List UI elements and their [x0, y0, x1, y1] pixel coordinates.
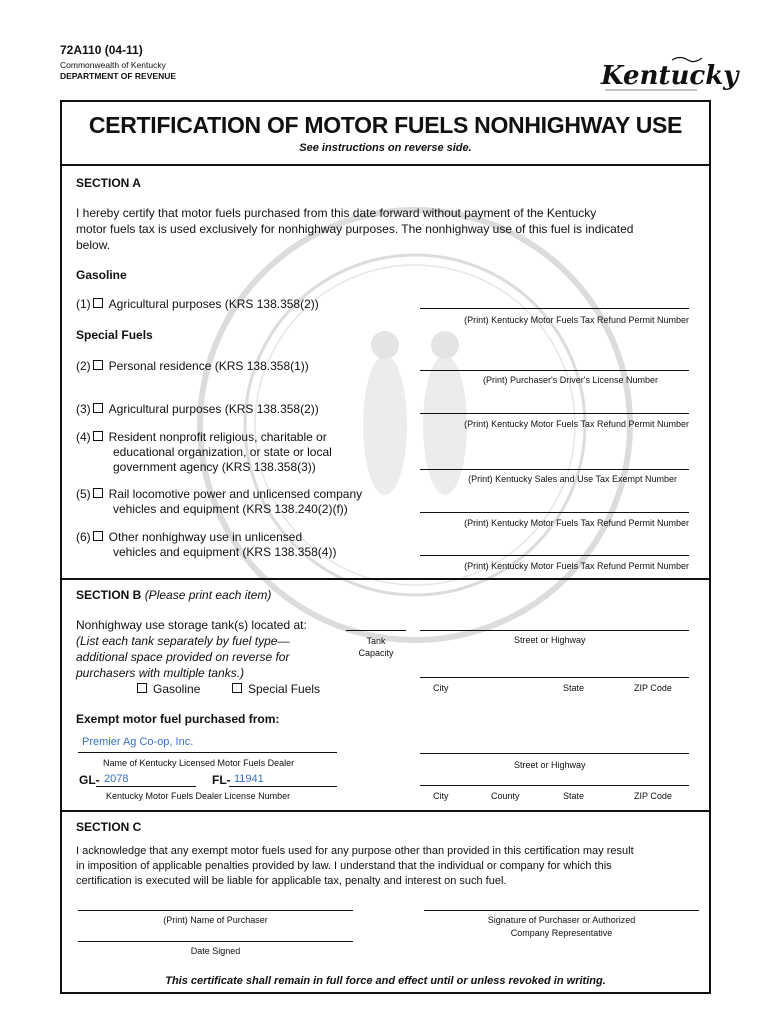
kentucky-logo [597, 54, 739, 100]
exempt-heading: Exempt motor fuel purchased from: [76, 712, 280, 726]
item-3-caption: (Print) Kentucky Motor Fuels Tax Refund Permit Number [464, 419, 689, 429]
section-a-para-3: below. [76, 238, 111, 252]
section-c-para-1: I acknowledge that any exempt motor fuels used for any purpose other than provided in this certification may result [76, 845, 634, 857]
item-4-caption: (Print) Kentucky Sales and Use Tax Exempt Number [468, 474, 677, 484]
section-a-para-1: I hereby certify that motor fuels purchased from this date forward without payment of the Kentucky [76, 206, 597, 220]
dealer-name-value[interactable]: Premier Ag Co-op, Inc. [82, 736, 194, 748]
fl-field[interactable] [229, 786, 337, 787]
dealer-state-caption: State [563, 791, 585, 801]
tank-street-caption: Street or Highway [514, 635, 586, 645]
gl-field[interactable] [96, 786, 196, 787]
item-6-caption: (Print) Kentucky Motor Fuels Tax Refund Permit Number [464, 561, 689, 571]
dealer-county-caption: County [491, 791, 520, 801]
item-4[interactable]: (4) Resident nonprofit religious, charitable or [76, 430, 327, 444]
item-5[interactable]: (5) Rail locomotive power and unlicensed company [76, 487, 363, 501]
tank-text-2: (List each tank separately by fuel type— [76, 634, 290, 648]
item-2-checkbox[interactable] [93, 360, 103, 370]
gl-prefix: GL- [79, 773, 100, 787]
item-2[interactable]: (2) Personal residence (KRS 138.358(1)) [76, 359, 309, 373]
signature-field[interactable] [424, 910, 699, 911]
footer-note: This certificate shall remain in full force and effect until or unless revoked in writing. [165, 975, 606, 987]
purchaser-name-field[interactable] [78, 910, 353, 911]
item-4-line-3: government agency (KRS 138.358(3)) [113, 460, 316, 474]
tank-text-3: additional space provided on reverse for [76, 650, 290, 664]
item-6-checkbox[interactable] [93, 531, 103, 541]
title-box [60, 100, 711, 166]
special-fuels-heading: Special Fuels [76, 328, 153, 342]
item-6-field[interactable] [420, 555, 689, 556]
fl-prefix: FL- [212, 773, 231, 787]
svg-text:Kentucky: Kentucky [601, 61, 739, 91]
gasoline-checkbox[interactable] [137, 683, 147, 693]
fl-value[interactable]: 11941 [234, 773, 264, 785]
dealer-zip-caption: ZIP Code [634, 791, 672, 801]
item-4-line-2: educational organization, or state or local [113, 445, 332, 459]
dealer-name-caption: Name of Kentucky Licensed Motor Fuels Dealer [103, 758, 295, 768]
item-2-field[interactable] [420, 370, 689, 371]
form-code: 72A110 (04-11) [60, 43, 143, 57]
tank-city-field[interactable] [420, 677, 689, 678]
tank-capacity-field[interactable] [346, 630, 406, 631]
item-3-field[interactable] [420, 413, 689, 414]
dealer-city-caption: City [433, 791, 449, 801]
special-fuels-checkbox[interactable] [232, 683, 242, 693]
tank-zip-caption: ZIP Code [634, 683, 672, 693]
item-6[interactable]: (6) Other nonhighway use in unlicensed [76, 530, 303, 544]
item-5-field[interactable] [420, 512, 689, 513]
tank-street-field[interactable] [420, 630, 689, 631]
section-divider-ab [60, 578, 711, 580]
purchaser-name-caption: (Print) Name of Purchaser [163, 915, 268, 925]
license-caption: Kentucky Motor Fuels Dealer License Number [106, 791, 291, 801]
item-1-checkbox[interactable] [93, 298, 103, 308]
department-label: DEPARTMENT OF REVENUE [60, 71, 177, 81]
form-title: CERTIFICATION OF MOTOR FUELS NONHIGHWAY USE [88, 112, 683, 138]
section-c-para-2: in imposition of applicable penalties provided by law. I understand that the individual or company for which this [76, 860, 612, 872]
item-1-caption: (Print) Kentucky Motor Fuels Tax Refund Permit Number [464, 315, 689, 325]
item-2-caption: (Print) Purchaser's Driver's License Number [483, 375, 658, 385]
item-1[interactable]: (1) Agricultural purposes (KRS 138.358(2)) [76, 297, 319, 311]
signature-caption-1: Signature of Purchaser or Authorized [487, 915, 636, 925]
item-5-line-2: vehicles and equipment (KRS 138.240(2)(f)) [113, 502, 348, 516]
tank-capacity-label-1: Tank [366, 636, 386, 646]
tank-state-caption: State [563, 683, 585, 693]
dealer-name-field[interactable] [78, 752, 337, 753]
tank-city-caption: City [433, 683, 449, 693]
special-fuels-option[interactable]: Special Fuels [230, 681, 320, 697]
item-4-checkbox[interactable] [93, 431, 103, 441]
tank-text-1: Nonhighway use storage tank(s) located at: [76, 618, 307, 632]
item-3[interactable]: (3) Agricultural purposes (KRS 138.358(2)) [76, 402, 319, 416]
gl-value[interactable]: 2078 [104, 773, 129, 785]
section-a-heading: SECTION A [76, 176, 141, 190]
item-5-checkbox[interactable] [93, 488, 103, 498]
item-3-checkbox[interactable] [93, 403, 103, 413]
gasoline-heading: Gasoline [76, 268, 127, 282]
section-b-heading: SECTION B (Please print each item) [76, 588, 272, 602]
section-divider-bc [60, 810, 711, 812]
section-a-para-2: motor fuels tax is used exclusively for nonhighway purposes. The nonhighway use of this fuel is indicated [76, 222, 634, 236]
item-4-field[interactable] [420, 469, 689, 470]
dealer-street-caption: Street or Highway [514, 760, 586, 770]
gasoline-option[interactable]: Gasoline [135, 681, 200, 697]
date-signed-field[interactable] [78, 941, 353, 942]
dealer-city-field[interactable] [420, 785, 689, 786]
tank-capacity-label-2: Capacity [358, 648, 394, 658]
section-c-heading: SECTION C [76, 820, 142, 834]
item-6-line-2: vehicles and equipment (KRS 138.358(4)) [113, 545, 337, 559]
commonwealth-label: Commonwealth of Kentucky [60, 60, 166, 70]
item-5-caption: (Print) Kentucky Motor Fuels Tax Refund Permit Number [464, 518, 689, 528]
form-subtitle: See instructions on reverse side. [299, 142, 472, 154]
section-c-para-3: certification is executed will be liable for applicable tax, penalty and interest on such fuel. [76, 875, 507, 887]
item-1-field[interactable] [420, 308, 689, 309]
tank-text-4: purchasers with multiple tanks.) [76, 666, 245, 680]
signature-caption-2: Company Representative [510, 928, 613, 938]
dealer-street-field[interactable] [420, 753, 689, 754]
date-signed-caption: Date Signed [190, 946, 241, 956]
